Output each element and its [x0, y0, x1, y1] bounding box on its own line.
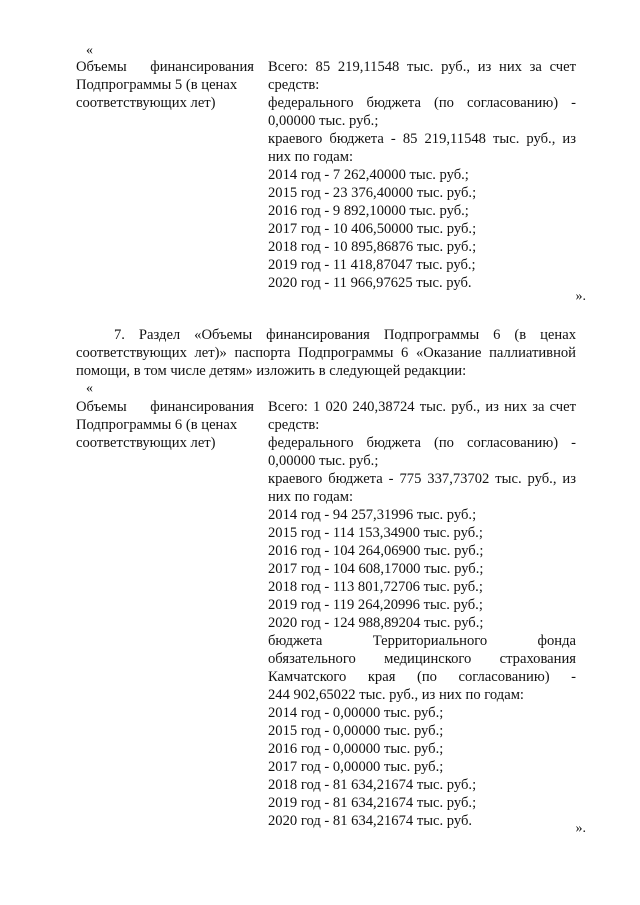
- year-item: 2014 год - 94 257,31996 тыс. руб.;: [268, 507, 477, 523]
- year-item: 2018 год - 10 895,86876 тыс. руб.;: [268, 239, 477, 255]
- year-item: 2017 год - 104 608,17000 тыс. руб.;: [268, 561, 484, 577]
- federal-text: федерального бюджета (по согласованию) - 0,00000 тыс. руб.;: [268, 435, 576, 469]
- label-line: Объемы финансирования: [76, 399, 254, 415]
- table-label-cell: [76, 398, 268, 830]
- paragraph-line: соответствующих лет)» паспорта Подпрограммы 6 «Оказание паллиативной: [76, 345, 576, 361]
- year-item: 2016 год - 9 892,10000 тыс. руб.;: [268, 203, 469, 219]
- total-text: Всего: 85 219,11548 тыс. руб., из них за счет средств:: [268, 59, 576, 93]
- label-line: Подпрограммы 6 (в ценах: [76, 417, 238, 433]
- year-item: 2014 год - 7 262,40000 тыс. руб.;: [268, 167, 469, 183]
- open-quote: «: [86, 43, 93, 58]
- total-text: Всего: 1 020 240,38724 тыс. руб., из них за счет средств:: [268, 399, 576, 433]
- tfoms-line: обязательного медицинского страхования: [268, 651, 576, 667]
- regional-text: краевого бюджета - 775 337,73702 тыс. руб., из них по годам:: [268, 471, 576, 505]
- year-item: 2019 год - 81 634,21674 тыс. руб.;: [268, 795, 477, 811]
- year-list: [268, 506, 576, 632]
- tfoms-line: 244 902,65022 тыс. руб., из них по годам:: [268, 687, 524, 703]
- regional-text: краевого бюджета - 85 219,11548 тыс. руб., из них по годам:: [268, 131, 576, 165]
- table-value-cell: [268, 58, 576, 292]
- year-item: 2018 год - 81 634,21674 тыс. руб.;: [268, 777, 477, 793]
- federal-text: федерального бюджета (по согласованию) - 0,00000 тыс. руб.;: [268, 95, 576, 129]
- year-item: 2014 год - 0,00000 тыс. руб.;: [268, 705, 444, 721]
- year-item: 2018 год - 113 801,72706 тыс. руб.;: [268, 579, 483, 595]
- year-item: 2019 год - 119 264,20996 тыс. руб.;: [268, 597, 483, 613]
- year-item: 2020 год - 11 966,97625 тыс. руб.: [268, 275, 472, 291]
- tfoms-line: Камчатского края (по согласованию) -: [268, 669, 576, 685]
- label-line: Подпрограммы 5 (в ценах: [76, 77, 238, 93]
- close-quote: ».: [575, 289, 586, 304]
- paragraph-7: [76, 326, 576, 380]
- tfoms-line: бюджета Территориального фонда: [268, 633, 576, 649]
- year-item: 2016 год - 0,00000 тыс. руб.;: [268, 741, 444, 757]
- financing-table-subprogram-5: [76, 58, 576, 292]
- label-line: соответствующих лет): [76, 435, 216, 451]
- year-list: [268, 166, 576, 292]
- tfoms-text: [268, 632, 576, 704]
- table-label-cell: [76, 58, 268, 292]
- year-item: 2020 год - 124 988,89204 тыс. руб.;: [268, 615, 484, 631]
- paragraph-line: помощи, в том числе детям» изложить в следующей редакции:: [76, 363, 467, 379]
- paragraph-line: 7. Раздел «Объемы финансирования Подпрограммы 6 (в ценах: [114, 327, 576, 343]
- year-item: 2017 год - 10 406,50000 тыс. руб.;: [268, 221, 477, 237]
- year-item: 2015 год - 23 376,40000 тыс. руб.;: [268, 185, 477, 201]
- financing-table-subprogram-6: [76, 398, 576, 830]
- open-quote: «: [86, 381, 93, 396]
- year-item: 2016 год - 104 264,06900 тыс. руб.;: [268, 543, 484, 559]
- year-item: 2019 год - 11 418,87047 тыс. руб.;: [268, 257, 476, 273]
- year-item: 2020 год - 81 634,21674 тыс. руб.: [268, 813, 473, 829]
- label-line: соответствующих лет): [76, 95, 216, 111]
- year-item: 2015 год - 0,00000 тыс. руб.;: [268, 723, 444, 739]
- year-item: 2017 год - 0,00000 тыс. руб.;: [268, 759, 444, 775]
- year-list: [268, 704, 576, 830]
- close-quote: ».: [575, 821, 586, 836]
- label-line: Объемы финансирования: [76, 59, 254, 75]
- table-value-cell: [268, 398, 576, 830]
- year-item: 2015 год - 114 153,34900 тыс. руб.;: [268, 525, 483, 541]
